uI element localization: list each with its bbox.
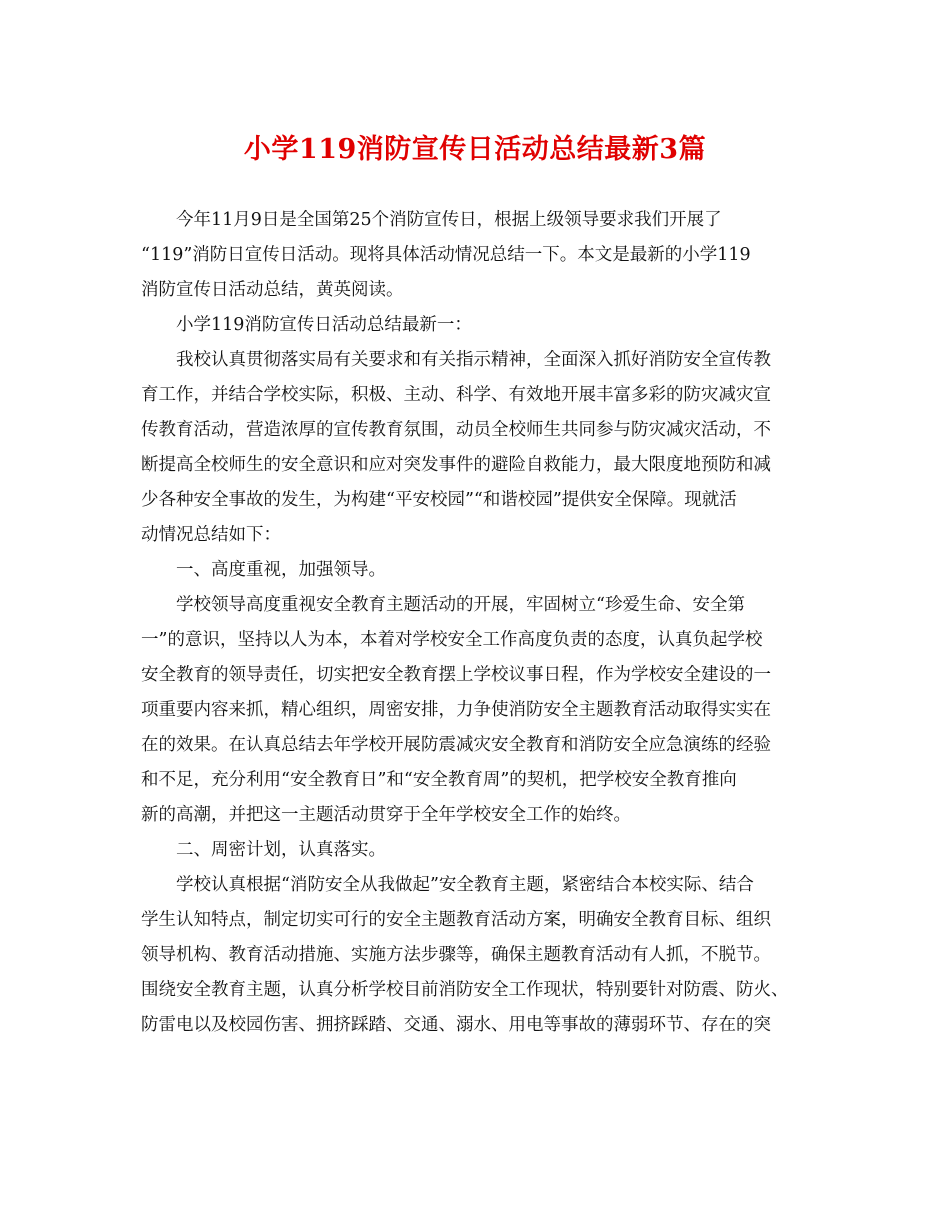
text-line: 小学119消防宣传日活动总结最新一： — [176, 315, 472, 335]
text-line: 学生认知特点，制定切实可行的安全主题教育活动方案，明确安全教育目标、组织 — [141, 910, 771, 930]
text-line: 少各种安全事故的发生，为构建“平安校园”“和谐校园”提供安全保障。现就活 — [141, 490, 737, 510]
text-line: 传教育活动，营造浓厚的宣传教育氛围，动员全校师生共同参与防灾减灾活动，不 — [141, 420, 771, 440]
text-line: 项重要内容来抓，精心组织，周密安排，力争使消防安全主题教育活动取得实实在 — [141, 700, 771, 720]
text-line: 一、高度重视，加强领导。 — [176, 560, 386, 580]
text-line: 断提高全校师生的安全意识和应对突发事件的避险自救能力，最大限度地预防和减 — [141, 455, 771, 475]
text-line: 二、周密计划，认真落实。 — [176, 840, 386, 860]
text-line: 防雷电以及校园伤害、拥挤踩踏、交通、溺水、用电等事故的薄弱环节、存在的突 — [141, 1015, 771, 1035]
document-title: 小学119消防宣传日活动总结最新3篇 — [243, 134, 707, 165]
text-line: 一”的意识，坚持以人为本，本着对学校安全工作高度负责的态度，认真负起学校 — [141, 630, 763, 650]
text-line: 学校认真根据“消防安全从我做起”安全教育主题，紧密结合本校实际、结合 — [176, 875, 754, 895]
text-line: 动情况总结如下： — [141, 525, 281, 545]
text-line: 领导机构、教育活动措施、实施方法步骤等，确保主题教育活动有人抓，不脱节。 — [141, 945, 771, 965]
text-line: 安全教育的领导责任，切实把安全教育摆上学校议事日程，作为学校安全建设的一 — [141, 665, 771, 685]
text-line: 消防宣传日活动总结，黄英阅读。 — [141, 280, 404, 300]
text-line: 围绕安全教育主题，认真分析学校目前消防安全工作现状，特别要针对防震、防火、 — [141, 980, 789, 1000]
text-line: 今年11月9日是全国第25个消防宣传日，根据上级领导要求我们开展了 — [176, 210, 722, 230]
document-body — [141, 203, 831, 1043]
text-line: 我校认真贯彻落实局有关要求和有关指示精神，全面深入抓好消防安全宣传教 — [176, 350, 771, 370]
text-line: 育工作，并结合学校实际，积极、主动、科学、有效地开展丰富多彩的防灾减灾宣 — [141, 385, 771, 405]
text-line: “119”消防日宣传日活动。现将具体活动情况总结一下。本文是最新的小学119 — [141, 245, 751, 265]
text-line: 在的效果。在认真总结去年学校开展防震减灾安全教育和消防安全应急演练的经验 — [141, 735, 771, 755]
text-line: 和不足，充分利用“安全教育日”和“安全教育周”的契机，把学校安全教育推向 — [141, 770, 737, 790]
text-line: 学校领导高度重视安全教育主题活动的开展，牢固树立“珍爱生命、安全第 — [176, 595, 745, 615]
text-line: 新的高潮，并把这一主题活动贯穿于全年学校安全工作的始终。 — [141, 805, 631, 825]
